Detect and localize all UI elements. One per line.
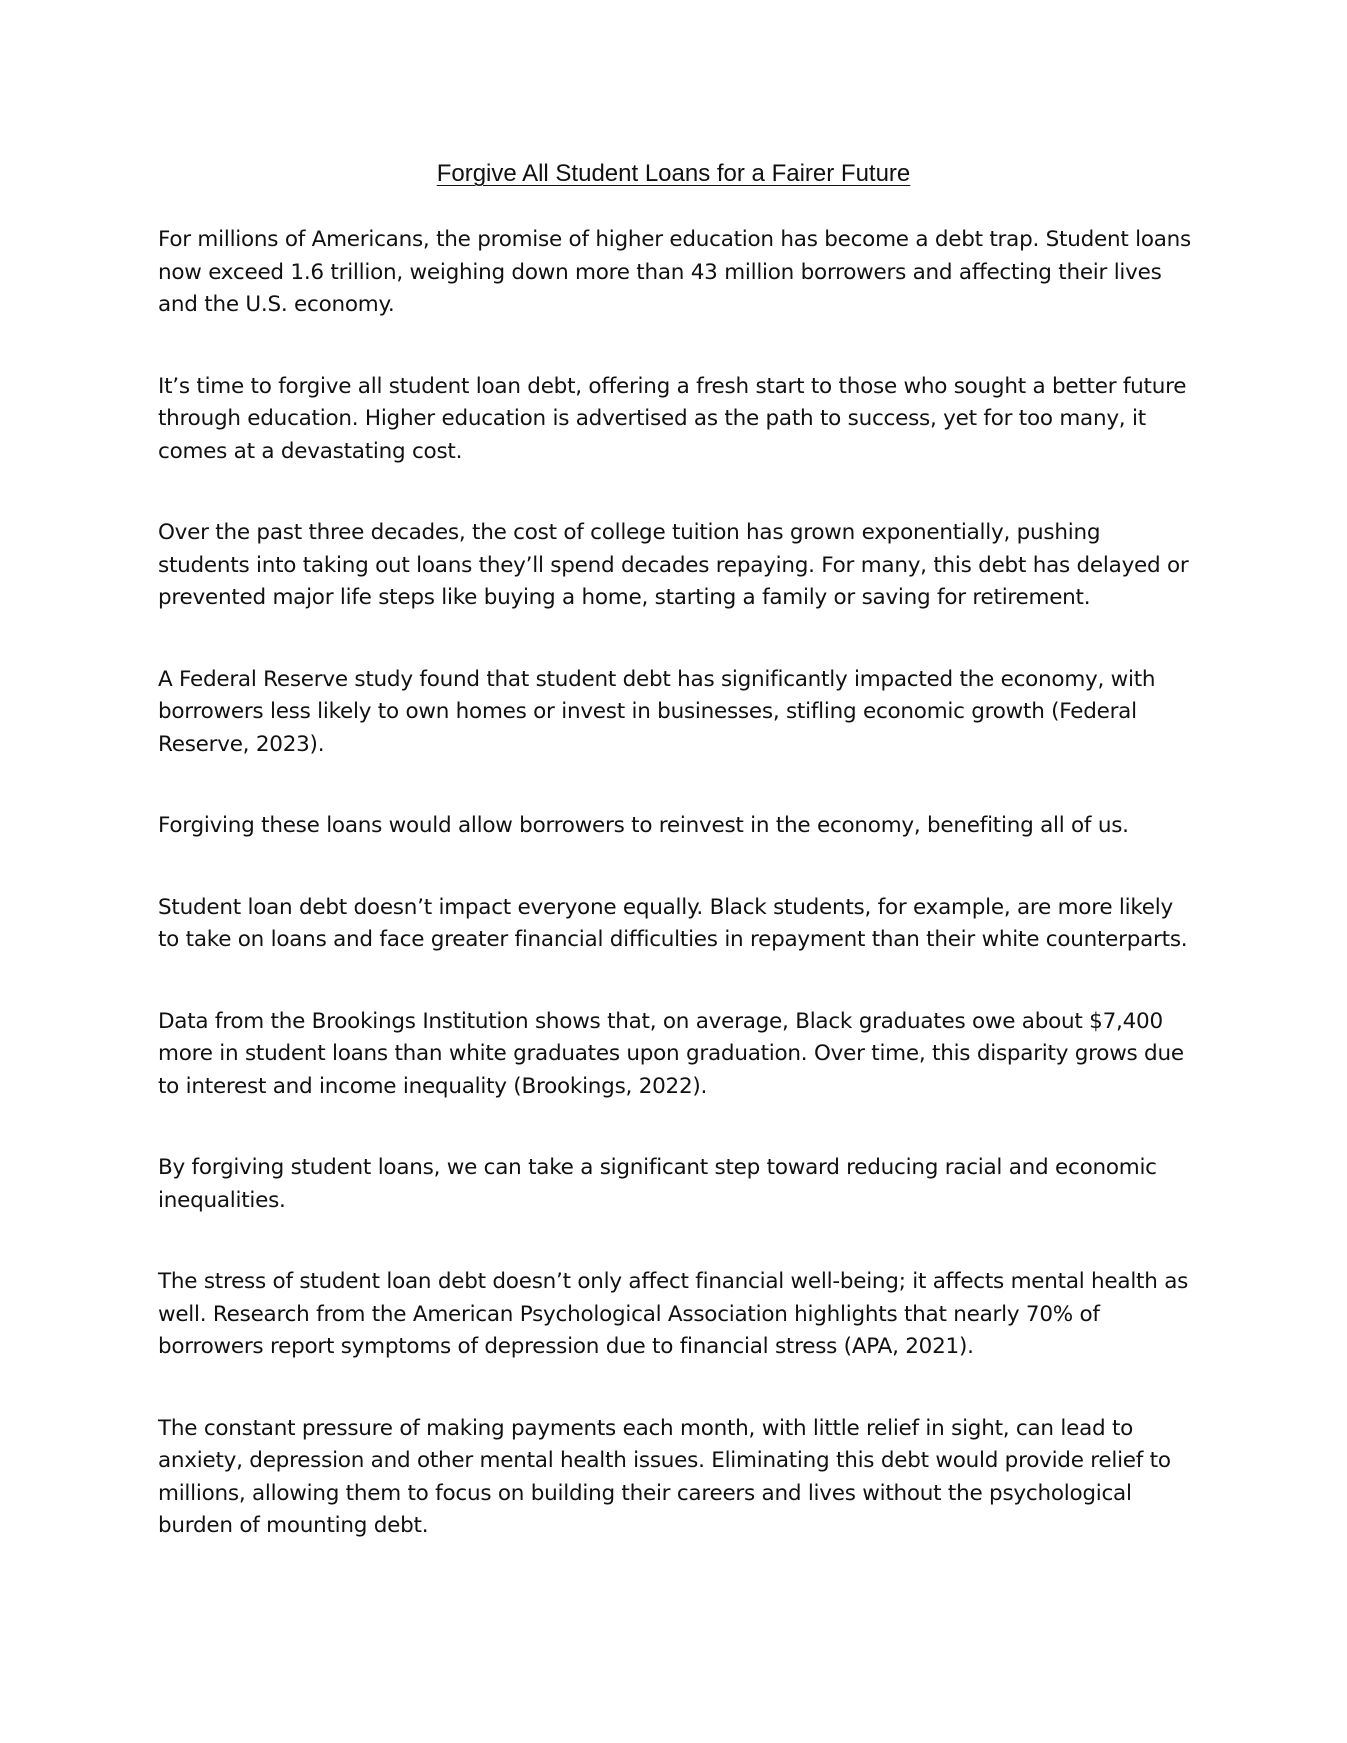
- paragraph: Over the past three decades, the cost of college tuition has grown exponentially, pushing students into taking out loans they’ll spend decades repaying. For many, this debt has delayed or prevented major life steps like buying a home, starting a family or saving for retirement.: [158, 520, 1189, 610]
- paragraph: The stress of student loan debt doesn’t only affect financial well-being; it affects mental health as well. Research from the American Psychological Association highlights that nearly 70% of borrowers report symptoms of depression due to financial stress (APA, 2021).: [158, 1269, 1189, 1359]
- paragraph: Student loan debt doesn’t impact everyone equally. Black students, for example, are more likely to take on loans and face greater financial difficulties in repayment than their white counterparts.: [158, 894, 1188, 952]
- paragraph: A Federal Reserve study found that student debt has significantly impacted the economy, with borrowers less likely to own homes or invest in businesses, stifling economic growth (Federal Reserve, 2023).: [158, 666, 1156, 757]
- document-title: Forgive All Student Loans for a Fairer Future: [436, 160, 911, 187]
- paragraph: It’s time to forgive all student loan debt, offering a fresh start to those who sought a better future through education. Higher education is advertised as the path to success, yet for too many, it comes at a devastating cost.: [158, 373, 1187, 464]
- document-body: [158, 224, 1198, 1592]
- paragraph: Forgiving these loans would allow borrowers to reinvest in the economy, benefiting all of us.: [158, 813, 1129, 838]
- paragraph: Data from the Brookings Institution shows that, on average, Black graduates owe about $7,400 more in student loans than white graduates upon graduation. Over time, this disparity grows due to interest and income inequality (Brookings, 2022).: [158, 1008, 1184, 1099]
- paragraph: By forgiving student loans, we can take a significant step toward reducing racial and economic inequalities.: [158, 1155, 1157, 1213]
- paragraph: For millions of Americans, the promise of higher education has become a debt trap. Student loans now exceed 1.6 trillion, weighing down more than 43 million borrowers and affecting their lives and the U.S. economy.: [158, 227, 1191, 317]
- paragraph: The constant pressure of making payments each month, with little relief in sight, can lead to anxiety, depression and other mental health issues. Eliminating this debt would provide relief to millions, allowing them to focus on building their careers and lives without the psychological burden of mounting debt.: [158, 1415, 1171, 1538]
